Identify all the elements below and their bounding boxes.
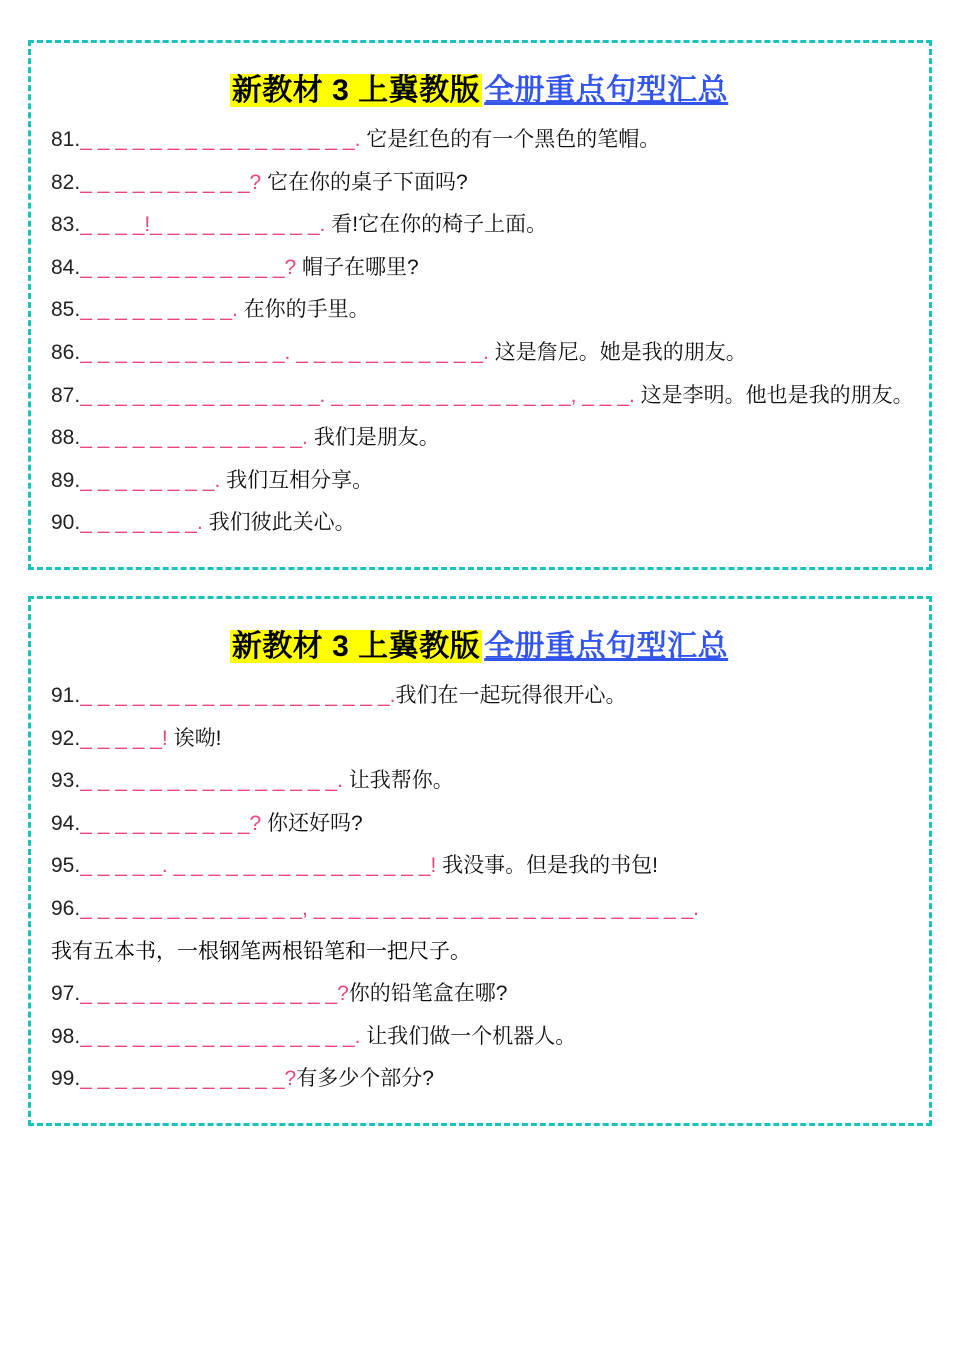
item-number: 83.: [51, 213, 81, 237]
worksheet-card-1: [28, 40, 932, 570]
card-title-blue: 全册重点句型汇总: [484, 629, 729, 663]
item-number: 90.: [51, 511, 81, 535]
card-title-2: [51, 621, 909, 665]
item-number: 84.: [51, 255, 81, 279]
answer-blank: _ _ _ _ _ _ _ _ _ _ _ _ _ _ _ _ _ _.: [80, 683, 396, 707]
exercise-line: [51, 166, 909, 200]
translation-text: 有多少个部分?: [296, 1067, 434, 1091]
translation-text: 我们在一起玩得很开心。: [395, 683, 627, 707]
answer-blank: _ _ _ _ _ _ _ _ _ _ _ _ _ _ _ _.: [80, 1024, 361, 1048]
exercise-line: [51, 464, 909, 498]
exercise-line: [51, 892, 909, 926]
item-number: 94.: [51, 811, 81, 835]
answer-blank: _ _ _ _ _ _ _ _ _ _ _ _. _ _ _ _ _ _ _ _ _ _ _.: [80, 340, 489, 364]
exercise-line: [51, 123, 909, 157]
exercise-line: [51, 421, 909, 455]
exercise-line: [51, 379, 914, 413]
translation-text: 它是红色的有一个黑色的笔帽。: [360, 128, 661, 151]
answer-blank: _ _ _ _ _!: [80, 726, 168, 750]
exercise-line: [51, 764, 909, 798]
answer-blank: _ _ _ _ _ _ _.: [80, 511, 203, 535]
exercise-line: [51, 506, 909, 540]
exercise-line: [51, 251, 909, 285]
exercise-line: [51, 293, 909, 327]
answer-blank: _ _ _ _ _ _ _ _ _ _ _ _ _, _ _ _ _ _ _ _ _ _ _ _ _ _ _ _ _ _ _ _ _ _ _.: [80, 896, 700, 920]
answer-blank: _ _ _ _ _ _ _ _ _.: [80, 298, 238, 322]
item-number: 93.: [51, 769, 81, 793]
item-number: 95.: [51, 854, 81, 878]
translation-text: 我没事。但是我的书包!: [436, 854, 658, 878]
card-title-highlight: 新教材 3 上冀教版: [231, 629, 481, 663]
translation-text: 看!它在你的椅子上面。: [325, 213, 548, 237]
translation-text: 我们彼此关心。: [202, 511, 356, 535]
item-number: 96.: [51, 896, 81, 920]
translation-text: 你的铅笔盒在哪?: [348, 982, 508, 1006]
exercise-line: [51, 1020, 909, 1054]
translation-text: 帽子在哪里?: [296, 255, 419, 279]
item-number: 87.: [51, 383, 81, 407]
item-number: 98.: [51, 1024, 81, 1048]
worksheet-card-2: [28, 596, 932, 1126]
translation-text: 在你的手里。: [237, 298, 370, 322]
answer-blank: _ _ _ _ _ _ _ _ _ _ _ _ _ _ _.: [80, 769, 343, 793]
exercise-line: [51, 849, 909, 883]
answer-blank: _ _ _ _ _ _ _ _ _ _ _ _ _ _ _ _.: [80, 128, 361, 151]
item-number: 92.: [51, 726, 81, 750]
exercise-line: [51, 679, 909, 713]
card-title-blue: 全册重点句型汇总: [484, 74, 729, 107]
item-number: 86.: [51, 340, 81, 364]
translation-text: 你还好吗?: [261, 811, 363, 835]
answer-blank: _ _ _ _ _ _ _ _ _ _?: [80, 170, 262, 194]
translation-text: 这是李明。他也是我的朋友。: [634, 383, 914, 407]
exercise-line: [51, 208, 909, 242]
answer-blank: _ _ _ _ _ _ _ _.: [80, 468, 221, 492]
card-title-1: [51, 65, 909, 109]
item-number: 91.: [51, 683, 81, 707]
translation-text: 我们互相分享。: [220, 468, 374, 492]
item-number: 97.: [51, 982, 81, 1006]
continuation-text: 我有五本书，一根钢笔两根铅笔和一把尺子。: [51, 939, 471, 963]
exercise-line: [51, 1062, 909, 1096]
answer-blank: _ _ _ _ _ _ _ _ _ _ _ _ _ _ _?: [80, 982, 349, 1006]
answer-blank: _ _ _ _ _ _ _ _ _ _ _ _ _.: [80, 426, 308, 450]
translation-text: 诶呦!: [167, 726, 222, 750]
item-number: 89.: [51, 468, 81, 492]
card-title-highlight: 新教材 3 上冀教版: [231, 74, 481, 107]
translation-text: 它在你的桌子下面吗?: [261, 170, 468, 194]
exercise-line: [51, 977, 909, 1011]
translation-text: 让我帮你。: [342, 769, 454, 793]
answer-blank: _ _ _ _ _ _ _ _ _ _ _ _?: [80, 1067, 297, 1091]
translation-text: 这是詹尼。她是我的朋友。: [488, 340, 747, 364]
item-number: 88.: [51, 426, 81, 450]
exercise-line: [51, 807, 909, 841]
item-number: 99.: [51, 1067, 81, 1091]
item-number: 81.: [51, 128, 81, 151]
answer-blank: _ _ _ _ _ _ _ _ _ _ _ _?: [80, 255, 297, 279]
answer-blank: _ _ _ _ _ _ _ _ _ _ _ _ _ _. _ _ _ _ _ _ _ _ _ _ _ _ _ _, _ _ _.: [80, 383, 635, 407]
item-number: 82.: [51, 170, 81, 194]
answer-blank: _ _ _ _!_ _ _ _ _ _ _ _ _ _.: [80, 213, 326, 237]
exercise-line: [51, 722, 909, 756]
translation-text: 让我们做一个机器人。: [360, 1024, 577, 1048]
answer-blank: _ _ _ _ _ _ _ _ _ _?: [80, 811, 262, 835]
translation-text: 我们是朋友。: [307, 426, 440, 450]
answer-blank: _ _ _ _ _. _ _ _ _ _ _ _ _ _ _ _ _ _ _ _!: [80, 854, 437, 878]
exercise-line: [51, 336, 909, 370]
item-number: 85.: [51, 298, 81, 322]
